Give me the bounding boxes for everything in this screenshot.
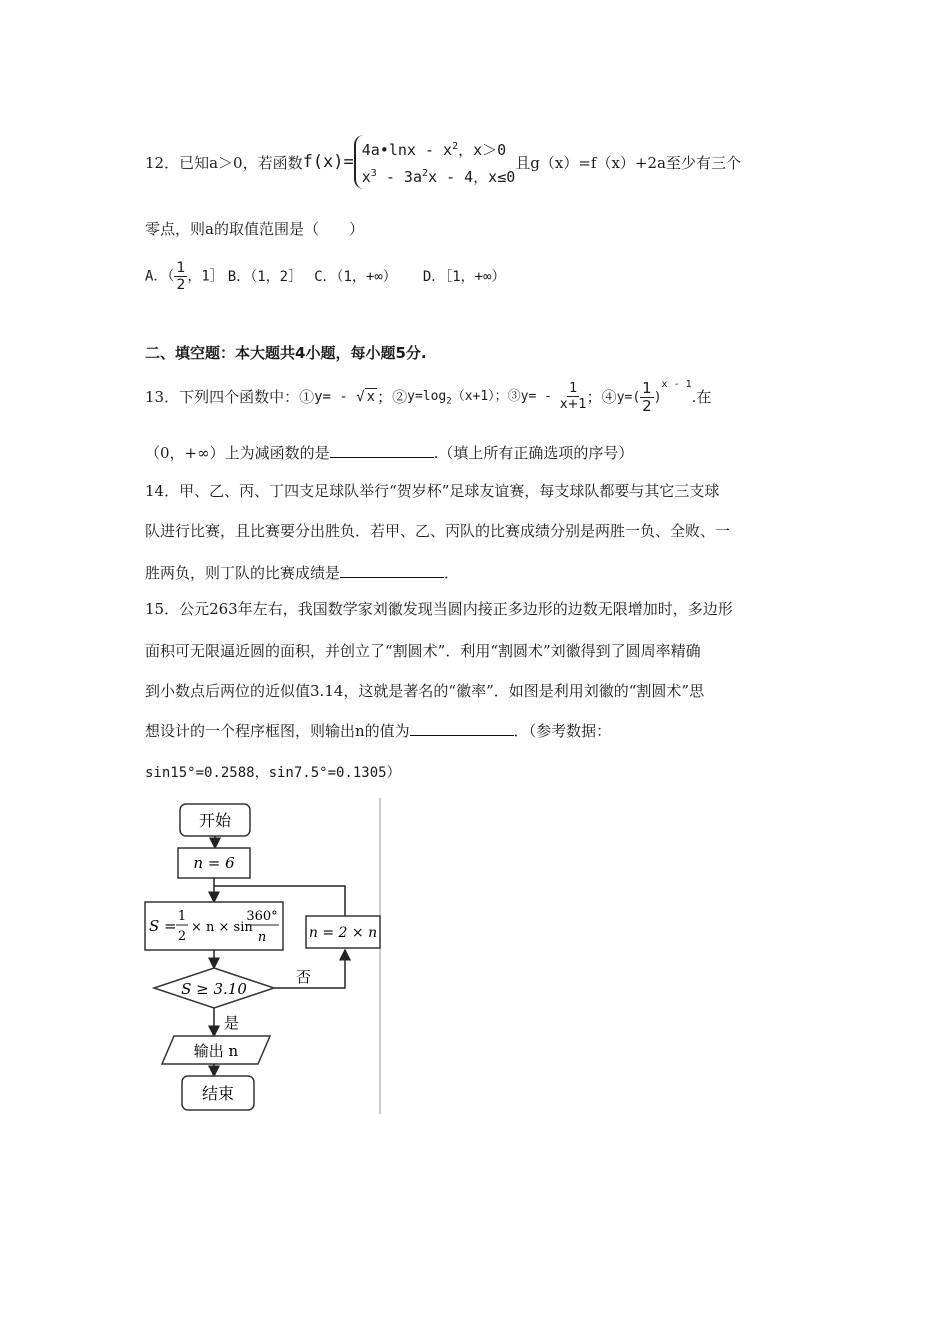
q15-line4: 想设计的一个程序框图，则输出n的值为 ．（参考数据： [145,722,612,740]
end-label: 结束 [201,1084,235,1103]
formula-angle-num: 360° [246,909,278,924]
q12-option-c: C．（1，+∞） [314,269,397,285]
formula-half-num: 1 [177,909,187,924]
q12-line2: 零点，则a的取值范围是（ ） [145,220,364,238]
output-label: 输出 n [193,1042,239,1060]
q12-suffix: 且g（x）=f（x）+2a至少有三个 [515,153,741,172]
q13-line1: 13．下列四个函数中：① y= - √ x ；② $y=\log_2(x+1)$；③ y= - $\frac{1}{x+1}$ ；④ y=( $\frac{1}{2}$ )$^{x - 1}$ .在 [145,378,712,415]
q14-line2: 队进行比赛，且比赛要分出胜负．若甲、乙、丙队的比赛成绩分别是两胜一负、全败、一 [145,522,731,540]
q12-option-d: D．［1，+∞） [422,269,506,285]
flowchart [140,798,390,1118]
q14-line3: 胜两负，则丁队的比赛成绩是 ． [145,564,460,582]
q12-piece1: 4a•lnx - $x^2$，x＞0 [361,141,507,159]
q12-line1 [145,140,741,184]
q12-options [145,258,506,294]
formula-half-den: 2 [177,929,187,944]
q12-fx: f(x)= [302,152,354,172]
q15-line1: 15．公元263年左右，我国数学家刘徽发现当圆内接正多边形的边数无限增加时，多边形 [145,600,733,618]
formula-lhs: S = [149,917,177,935]
answer-blank [340,565,444,578]
q12-piece2: $x^3 - 3a^2x - 4$，x≤0 [361,168,516,186]
q15-line2: 面积可无限逼近圆的面积，并创立了“割圆术”．利用“割圆术”刘徽得到了圆周率精确 [145,642,701,660]
q13-f2: $y=\log_2(x+1)$；③ [407,389,521,407]
q14-line1: 14．甲、乙、丙、丁四支足球队举行“贺岁杯”足球友谊赛，每支球队都要与其它三支球 [145,482,720,500]
formula-mid: × n × sin [191,920,253,935]
condition-label: S ≥ 3.10 [181,980,247,998]
formula-angle-den: n [257,930,267,945]
section-heading: 二、填空题：本大题共4小题，每小题5分. [145,344,427,362]
q13-line2: （0，+∞）上为减函数的是 .（填上所有正确选项的序号） [145,444,634,462]
q15-line3: 到小数点后两位的近似值3.14，这就是著名的“徽率”．如图是利用刘徽的“割圆术”思 [145,682,705,700]
answer-blank [330,445,434,458]
start-label: 开始 [198,811,232,830]
q13-f4: y=( $\frac{1}{2}$ )$^{x - 1}$ [616,378,692,415]
q15-line5: sin15°=0.2588，sin7.5°=0.1305） [145,765,401,781]
q12-option-b: B．（1，2］ [227,269,303,285]
yes-label: 是 [224,1014,240,1032]
init-label: n = 6 [193,854,235,872]
q12-option-a: A．（ $\frac{1}{2}$ ，1］ [145,259,224,293]
q13-f1: y= - √ x [314,388,376,405]
q12-piecewise [354,135,516,189]
q13-f3: y= - $\frac{1}{x+1}$ [520,380,587,412]
update-label: n = 2 × n [308,925,378,941]
answer-blank [410,723,514,736]
no-label: 否 [296,968,312,986]
q12-prefix: 12．已知a＞0，若函数 [145,153,303,172]
